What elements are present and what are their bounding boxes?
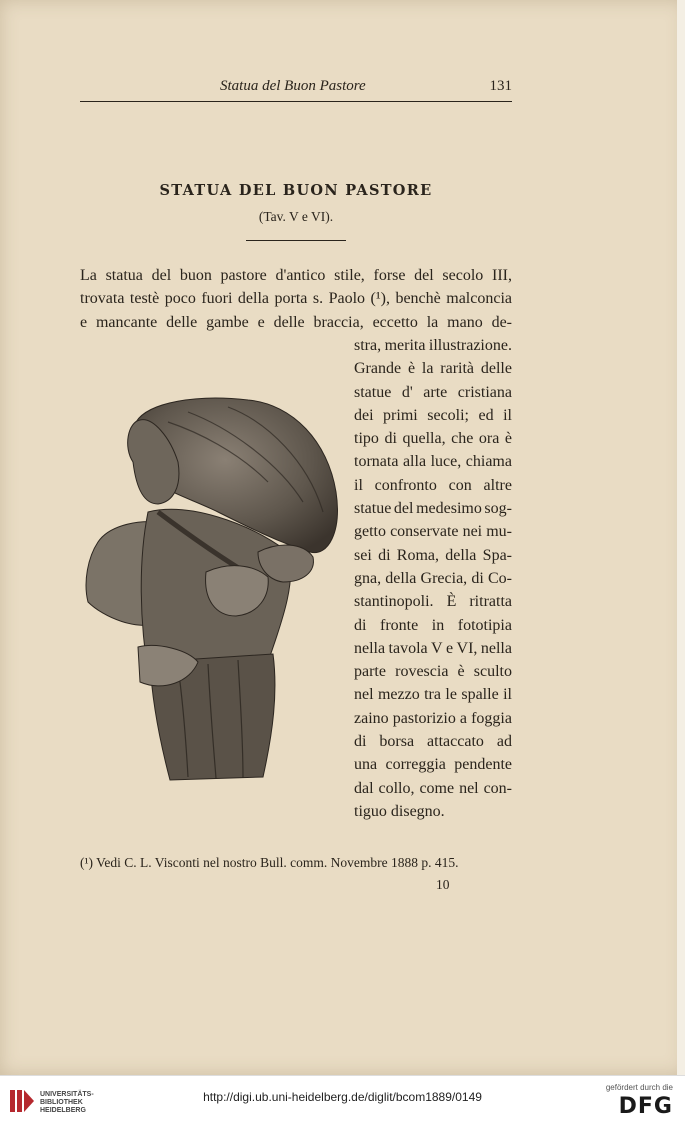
column-line: statue d' arte cristiana xyxy=(354,383,512,401)
column-line: getto conservate nei mu- xyxy=(354,523,512,541)
column-line: nel mezzo tra le spalle il xyxy=(354,686,512,704)
page-edge xyxy=(677,0,685,1075)
column-line: stantinopoli. È ritratta xyxy=(354,593,512,611)
library-name-line: UNIVERSITÄTS- xyxy=(40,1091,94,1098)
footnote: (¹) Vedi C. L. Visconti nel nostro Bull. comm. Novembre 1888 p. 415. xyxy=(80,855,459,870)
library-name-line: HEIDELBERG xyxy=(40,1107,86,1114)
column-line: dal collo, come nel con- xyxy=(354,779,512,797)
dfg-logo[interactable]: DFG xyxy=(618,1094,673,1119)
body-line: trovata testè poco fuori della porta s. Paolo (¹), benchè malconcia xyxy=(80,290,512,308)
body-line: La statua del buon pastore d'antico stile, forse del secolo III, xyxy=(80,267,512,284)
header-rule xyxy=(80,101,512,102)
column-line: stra, merita illustrazione. xyxy=(354,337,512,354)
column-line: una correggia pendente xyxy=(354,756,512,774)
column-line: tiguo disegno. xyxy=(354,802,445,820)
article-title: STATUA DEL BUON PASTORE xyxy=(159,182,433,199)
library-name-line: BIBLIOTHEK xyxy=(40,1099,83,1106)
plates-reference: (Tav. V e VI). xyxy=(258,209,334,224)
column-line: nella tavola V e VI, nella xyxy=(354,639,512,657)
column-line: di borsa attaccato ad xyxy=(354,733,512,751)
column-line: Grande è la rarità delle xyxy=(354,360,512,378)
body-text-column xyxy=(354,334,512,823)
column-line: tipo di quella, che ora è xyxy=(354,430,512,448)
column-line: parte rovescia è sculto xyxy=(354,663,512,681)
sponsor-text: gefördert durch die xyxy=(605,1083,673,1092)
running-header xyxy=(80,78,512,100)
title-rule xyxy=(246,240,346,241)
column-line: zaino pastorizio a foggia xyxy=(354,709,512,727)
column-line: gna, della Grecia, di Co- xyxy=(354,569,512,587)
viewer-footer xyxy=(0,1075,685,1128)
page-number: 131 xyxy=(489,78,512,94)
column-line: il confronto con altre xyxy=(354,476,512,494)
column-line: sei di Roma, della Spa- xyxy=(354,546,512,564)
permalink-url[interactable]: http://digi.ub.uni-heidelberg.de/diglit/bcom1889/0149 xyxy=(203,1090,482,1104)
running-title: Statua del Buon Pastore xyxy=(220,78,366,94)
signature-mark: 10 xyxy=(436,877,450,892)
body-text-full-width xyxy=(80,264,512,334)
column-line: tornata alla luce, chiama xyxy=(354,453,512,471)
column-line: di fronte in fototipia xyxy=(354,616,512,634)
column-line: statue del medesimo sog- xyxy=(354,500,512,518)
body-line: e mancante delle gambe e delle braccia, eccetto la mano de- xyxy=(80,313,512,331)
column-line: dei primi secoli; ed il xyxy=(354,406,512,424)
statue-illustration xyxy=(78,392,344,784)
